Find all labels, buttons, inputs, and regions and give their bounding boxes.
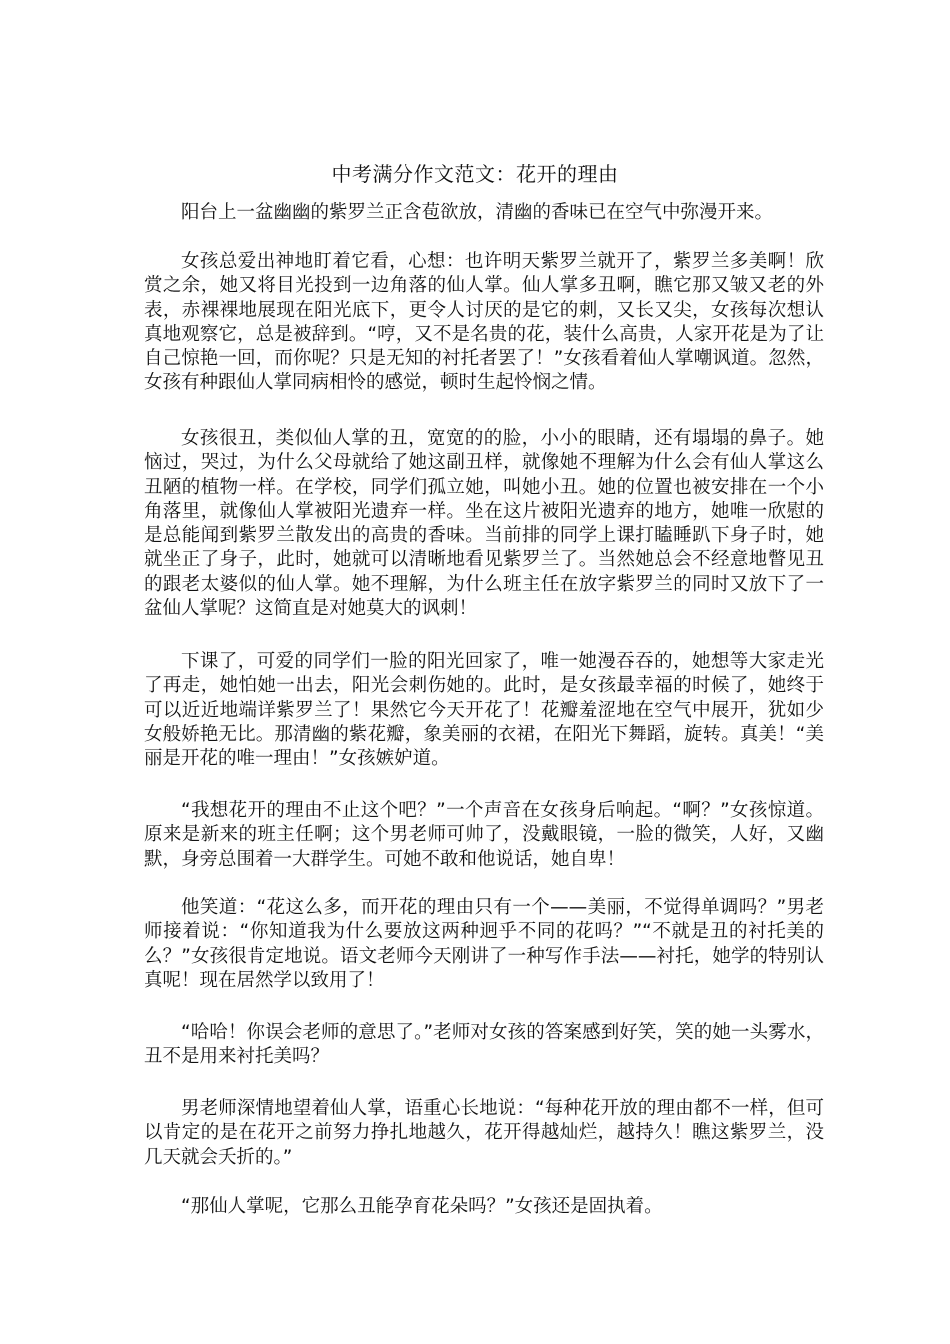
paragraph-1: 阳台上一盆幽幽的紫罗兰正含苞欲放，清幽的香味已在空气中弥漫开来。: [181, 202, 774, 223]
paragraph-6: 他笑道：“花这么多，而开花的理由只有一个——美丽，不觉得单调吗？”男老师接着说：“你知道我为什么要放这两种迥乎不同的花吗？”“不就是丑的衬托美的么？”女孩很肯定地说。语文老师今天刚讲了一种写作手法——衬托，她学的特别认真呢！现在居然学以致用了！: [144, 897, 824, 991]
paragraph-3: 女孩很丑，类似仙人掌的丑，宽宽的的脸，小小的眼睛，还有塌塌的鼻子。她恼过，哭过，为什么父母就给了她这副丑样，就像她不理解为什么会有仙人掌这么丑陋的植物一样。在学校，同学们孤立她，叫她小丑。她的位置也被安排在一个小角落里，就像仙人掌被阳光遗弃一样。坐在这片被阳光遗弃的地方，她唯一欣慰的是总能闻到紫罗兰散发出的高贵的香味。当前排的同学上课打瞌睡趴下身子时，她就坐正了身子，此时，她就可以清晰地看见紫罗兰了。当然她总会不经意地瞥见丑的跟老太婆似的仙人掌。她不理解，为什么班主任在放字紫罗兰的同时又放下了一盆仙人掌呢？这简直是对她莫大的讽刺！: [144, 428, 824, 620]
paragraph-2: 女孩总爱出神地盯着它看，心想：也许明天紫罗兰就开了，紫罗兰多美啊！欣赏之余，她又将目光投到一边角落的仙人掌。仙人掌多丑啊，瞧它那又皱又老的外表，赤裸裸地展现在阳光底下，更令人讨厌的是它的刺，又长又尖，女孩每次想认真地观察它，总是被辞到。“哼，又不是名贵的花，装什么高贵，人家开花是为了让自己惊艳一回，而你呢？只是无知的衬托者罢了！”女孩看着仙人掌嘲讽道。忽然，女孩有种跟仙人掌同病相怜的感觉，顿时生起怜悯之情。: [144, 251, 824, 394]
document-title: 中考满分作文范文：花开的理由: [331, 162, 619, 186]
paragraph-5: “我想花开的理由不止这个吧？”一个声音在女孩身后响起。“啊？”女孩惊道。原来是新来的班主任啊；这个男老师可帅了，没戴眼镜，一脸的微笑，人好，又幽默，身旁总围着一大群学生。可她不敢和他说话，她自卑！: [144, 800, 824, 870]
paragraph-9: “那仙人掌呢，它那么丑能孕育花朵吗？”女孩还是固执着。: [181, 1196, 663, 1217]
paragraph-8: 男老师深情地望着仙人掌，语重心长地说：“每种花开放的理由都不一样，但可以肯定的是在花开之前努力挣扎地越久，花开得越灿烂，越持久！瞧这紫罗兰，没几天就会夭折的。”: [144, 1098, 824, 1168]
paragraph-4: 下课了，可爱的同学们一脸的阳光回家了，唯一她漫吞吞的，她想等大家走光了再走，她怕她一出去，阳光会刺伤她的。此时，是女孩最幸福的时候了，她终于可以近近地端详紫罗兰了！果然它今天开花了！花瓣羞涩地在空气中展开，犹如少女般娇艳无比。那清幽的紫花瓣，象美丽的衣裙，在阳光下舞蹈，旋转。真美！“美丽是开花的唯一理由！”女孩嫉妒道。: [144, 651, 824, 770]
paragraph-7: “哈哈！你误会老师的意思了。”老师对女孩的答案感到好笑，笑的她一头雾水，丑不是用来衬托美吗？: [144, 1022, 824, 1068]
